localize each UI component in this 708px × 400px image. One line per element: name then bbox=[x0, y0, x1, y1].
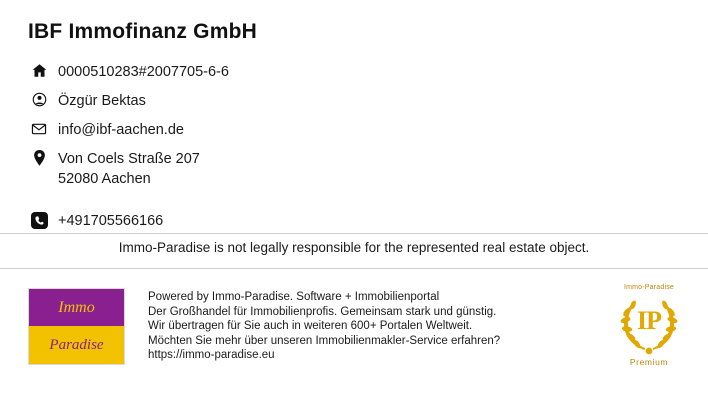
logo-bottom-band bbox=[29, 326, 124, 364]
badge-letters: IP bbox=[637, 306, 661, 335]
home-icon bbox=[28, 63, 50, 78]
contact-row-person bbox=[28, 91, 648, 111]
page-title: IBF Immofinanz GmbH bbox=[28, 20, 257, 43]
immo-paradise-logo bbox=[28, 288, 125, 365]
contact-list bbox=[28, 62, 648, 240]
footer-line-3: Wir übertragen für Sie auch in weiteren 600+ Portalen Weltweit. bbox=[148, 320, 473, 332]
footer-line-2: Der Großhandel für Immobilienprofis. Gemeinsam stark und günstig. bbox=[148, 305, 497, 318]
logo-top-band bbox=[29, 289, 124, 326]
disclaimer-text: Immo-Paradise is not legally responsible for the represented real estate object. bbox=[118, 240, 590, 255]
footer-paragraph bbox=[148, 290, 578, 363]
mail-icon bbox=[28, 121, 50, 137]
footer bbox=[0, 278, 708, 388]
user-icon bbox=[28, 92, 50, 107]
footer-url-link[interactable]: https://immo-paradise.eu bbox=[148, 349, 275, 361]
contact-row-email bbox=[28, 120, 648, 140]
address-city: 52080 Aachen bbox=[58, 171, 151, 187]
pin-icon bbox=[28, 150, 50, 166]
contact-row-reference bbox=[28, 62, 648, 82]
logo-text-paradise: Paradise bbox=[49, 336, 104, 353]
badge-top-label: Immo-Paradise bbox=[623, 284, 675, 291]
address-street: Von Coels Straße 207 bbox=[58, 151, 200, 167]
contact-phone[interactable]: +491705566166 bbox=[58, 213, 164, 229]
contact-row-address bbox=[28, 149, 648, 189]
contact-reference: 0000510283#2007705-6-6 bbox=[58, 64, 229, 80]
footer-line-1: Powered by Immo-Paradise. Software + Immobilienportal bbox=[148, 291, 440, 303]
badge-bottom-label: Premium bbox=[629, 357, 669, 367]
premium-badge bbox=[612, 282, 686, 374]
contact-email[interactable]: info@ibf-aachen.de bbox=[58, 122, 184, 138]
contact-person-name: Özgür Bektas bbox=[58, 93, 146, 109]
contact-row-phone bbox=[28, 211, 648, 231]
logo-text-immo: Immo bbox=[58, 298, 95, 316]
divider-top bbox=[0, 233, 708, 234]
footer-line-4: Möchten Sie mehr über unseren Immobilienmakler-Service erfahren? bbox=[148, 334, 501, 347]
phone-icon bbox=[28, 212, 50, 229]
contact-address bbox=[50, 149, 200, 189]
laurel-wreath-icon bbox=[612, 292, 686, 356]
divider-bottom bbox=[0, 268, 708, 269]
